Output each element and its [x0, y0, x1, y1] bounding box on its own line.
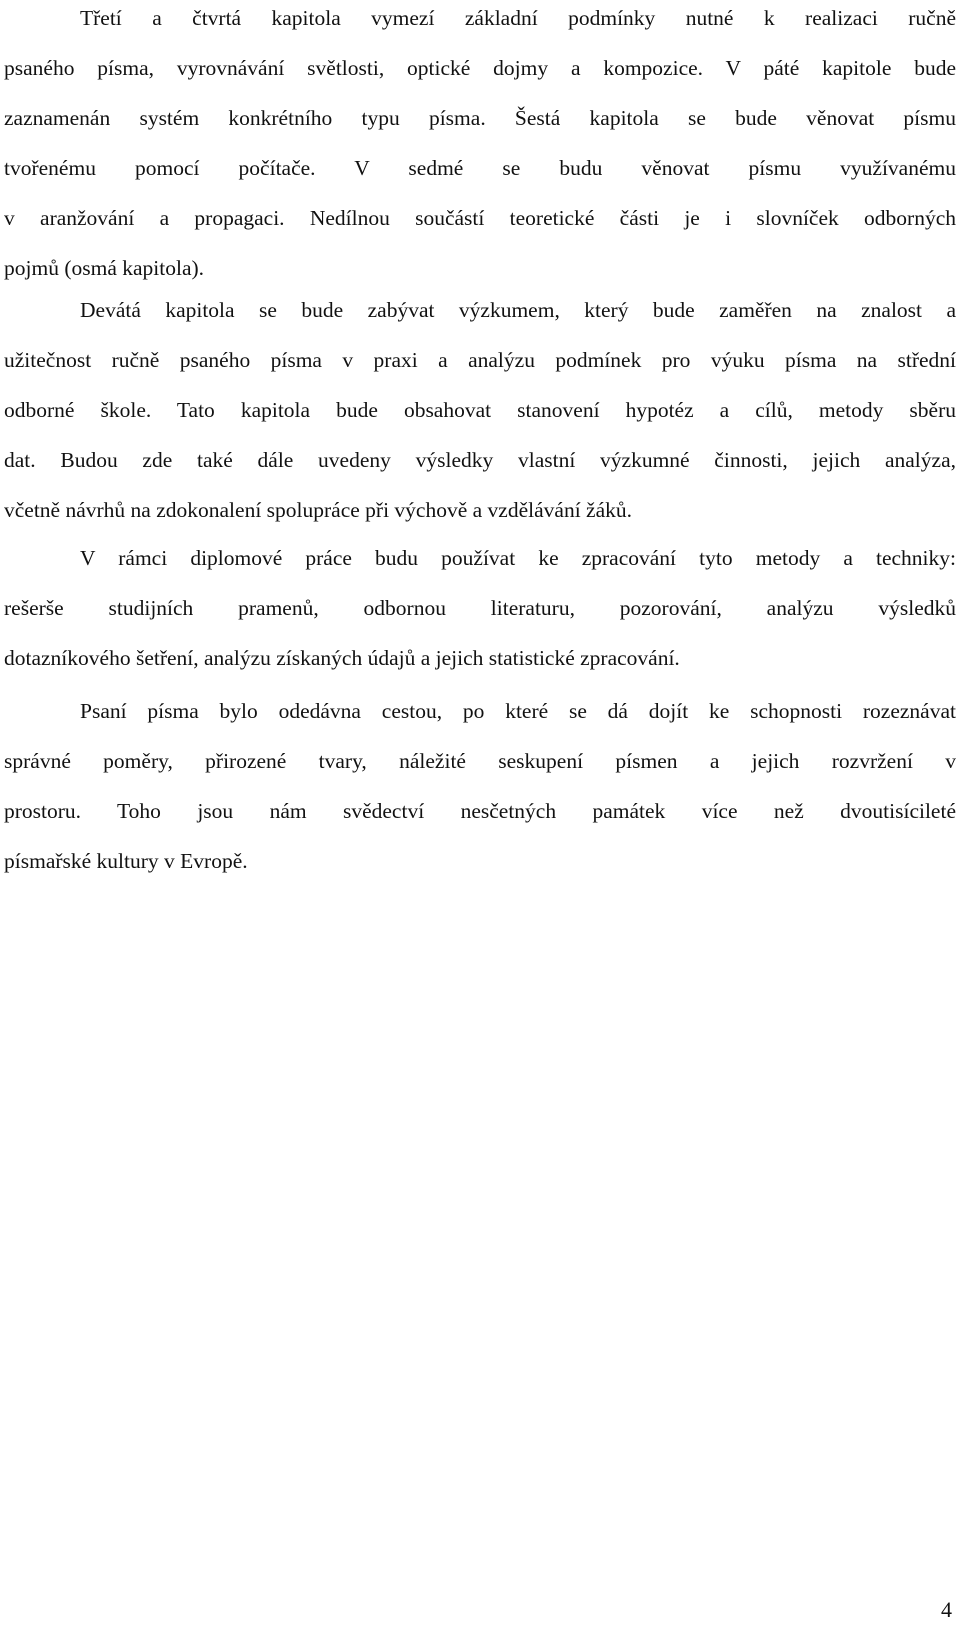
text-line: včetně návrhů na zdokonalení spolupráce při výchově a vzdělávání žáků.	[4, 498, 633, 522]
text-line: tvořenému pomocí počítače. V sedmé se budu věnovat písmu využívanému	[4, 156, 956, 180]
text-line: Psaní písma bylo odedávna cestou, po které se dá dojít ke schopnosti rozeznávat	[80, 699, 956, 723]
text-line: dat. Budou zde také dále uvedeny výsledky vlastní výzkumné činnosti, jejich analýza,	[4, 448, 956, 472]
text-line: pojmů (osmá kapitola).	[4, 256, 205, 280]
text-line: Devátá kapitola se bude zabývat výzkumem, který bude zaměřen na znalost a	[80, 298, 956, 322]
text-line: písmařské kultury v Evropě.	[4, 849, 248, 873]
text-line: zaznamenán systém konkrétního typu písma. Šestá kapitola se bude věnovat písmu	[4, 106, 956, 130]
text-line: Třetí a čtvrtá kapitola vymezí základní podmínky nutné k realizaci ručně	[80, 6, 956, 30]
text-line: správné poměry, přirozené tvary, náležité seskupení písmen a jejich rozvržení v	[4, 749, 956, 773]
text-line: psaného písma, vyrovnávání světlosti, optické dojmy a kompozice. V páté kapitole bude	[4, 56, 956, 80]
text-line: V rámci diplomové práce budu používat ke zpracování tyto metody a techniky:	[80, 546, 956, 570]
text-line: dotazníkového šetření, analýzu získaných údajů a jejich statistické zpracování.	[4, 646, 680, 670]
text-line: užitečnost ručně psaného písma v praxi a analýzu podmínek pro výuku písma na střední	[4, 348, 956, 372]
paragraph-research-chapter	[4, 285, 956, 535]
document-page	[4, 0, 956, 1640]
text-line: odborné škole. Tato kapitola bude obsahovat stanovení hypotéz a cílů, metody sběru	[4, 398, 956, 422]
text-line: v aranžování a propagaci. Nedílnou součástí teoretické části je i slovníček odborných	[4, 206, 956, 230]
page-number: 4	[941, 1597, 952, 1622]
text-line: prostoru. Toho jsou nám svědectví nesčetných památek více než dvoutisícileté	[4, 799, 956, 823]
paragraph-methods	[4, 533, 956, 683]
text-line: rešerše studijních pramenů, odbornou literaturu, pozorování, analýzu výsledků	[4, 596, 956, 620]
paragraph-chapters-overview	[4, 0, 956, 293]
paragraph-writing-history	[4, 686, 956, 886]
